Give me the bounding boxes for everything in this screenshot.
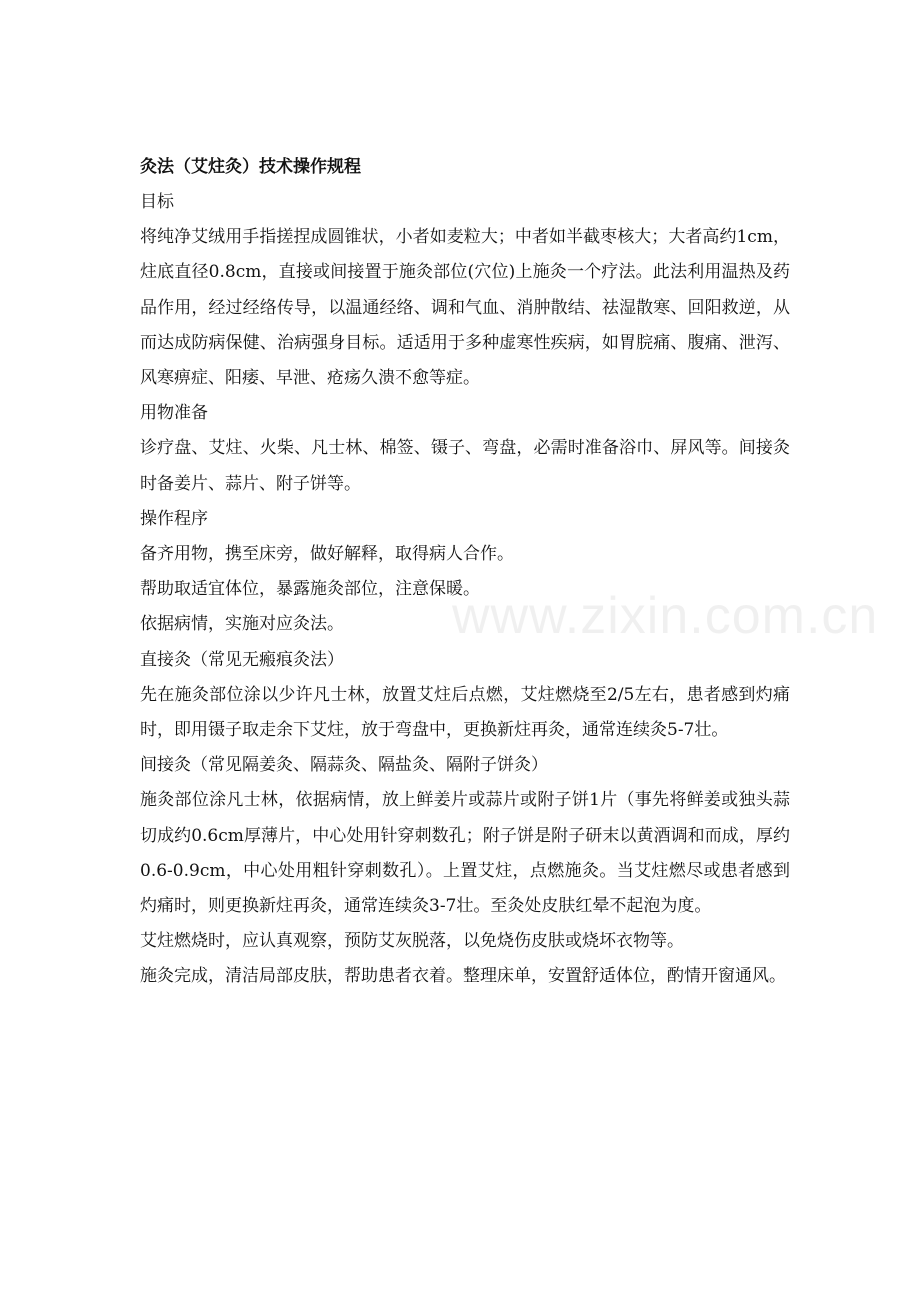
heading-indirect-moxibustion: 间接灸（常见隔姜灸、隔蒜灸、隔盐灸、隔附子饼灸） bbox=[140, 755, 548, 776]
document-body bbox=[140, 150, 790, 995]
paragraph-step-3: 依据病情，实施对应灸法。 bbox=[140, 614, 344, 635]
paragraph-observation: 艾炷燃烧时，应认真观察，预防艾灰脱落，以免烧伤皮肤或烧坏衣物等。 bbox=[140, 931, 684, 952]
paragraph-goal: 将纯净艾绒用手指搓捏成圆锥状，小者如麦粒大；中者如半截枣核大；大者高约1cm，炷底直径0.8cm，直接或间接置于施灸部位(穴位)上施灸一个疗法。此法利用温热及药品作用，经过经络传导，以温通经络、调和气血、消肿散结、祛湿散寒、回阳救逆，从而达成防病保健、治病强身目标。适适用于多种虚寒性疾病，如胃脘痛、腹痛、泄泻、风寒痹症、阳痿、早泄、疮疡久溃不愈等症。 bbox=[140, 227, 790, 389]
paragraph-step-2: 帮助取适宜体位，暴露施灸部位，注意保暖。 bbox=[140, 579, 480, 600]
heading-goal: 目标 bbox=[140, 192, 174, 212]
heading-direct-moxibustion: 直接灸（常见无瘢痕灸法） bbox=[140, 649, 344, 670]
watermark: www.zixin.com.cn bbox=[452, 587, 879, 645]
paragraph-completion: 施灸完成，清洁局部皮肤，帮助患者衣着。整理床单，安置舒适体位，酌情开窗通风。 bbox=[140, 966, 786, 987]
paragraph-direct-moxibustion: 先在施灸部位涂以少许凡士林，放置艾炷后点燃，艾炷燃烧至2/5左右，患者感到灼痛时，即用镊子取走余下艾炷，放于弯盘中，更换新炷再灸，通常连续灸5-7壮。 bbox=[140, 684, 790, 741]
heading-procedure: 操作程序 bbox=[140, 508, 208, 529]
heading-supplies: 用物准备 bbox=[140, 403, 208, 424]
paragraph-indirect-moxibustion: 施灸部位涂凡士林，依据病情，放上鲜姜片或蒜片或附子饼1片（事先将鲜姜或独头蒜切成约0.6cm厚薄片，中心处用针穿刺数孔；附子饼是附子研末以黄酒调和而成，厚约0.6-0.9cm，中心处用粗针穿刺数孔）。上置艾炷，点燃施灸。当艾炷燃尽或患者感到灼痛时，则更换新炷再灸，通常连续灸3-7壮。至灸处皮肤红晕不起泡为度。 bbox=[140, 790, 790, 917]
paragraph-supplies: 诊疗盘、艾炷、火柴、凡士林、棉签、镊子、弯盘，必需时准备浴巾、屏风等。间接灸时备姜片、蒜片、附子饼等。 bbox=[140, 438, 790, 494]
document-title: 灸法（艾炷灸）技术操作规程 bbox=[140, 157, 361, 177]
paragraph-step-1: 备齐用物，携至床旁，做好解释，取得病人合作。 bbox=[140, 544, 514, 565]
